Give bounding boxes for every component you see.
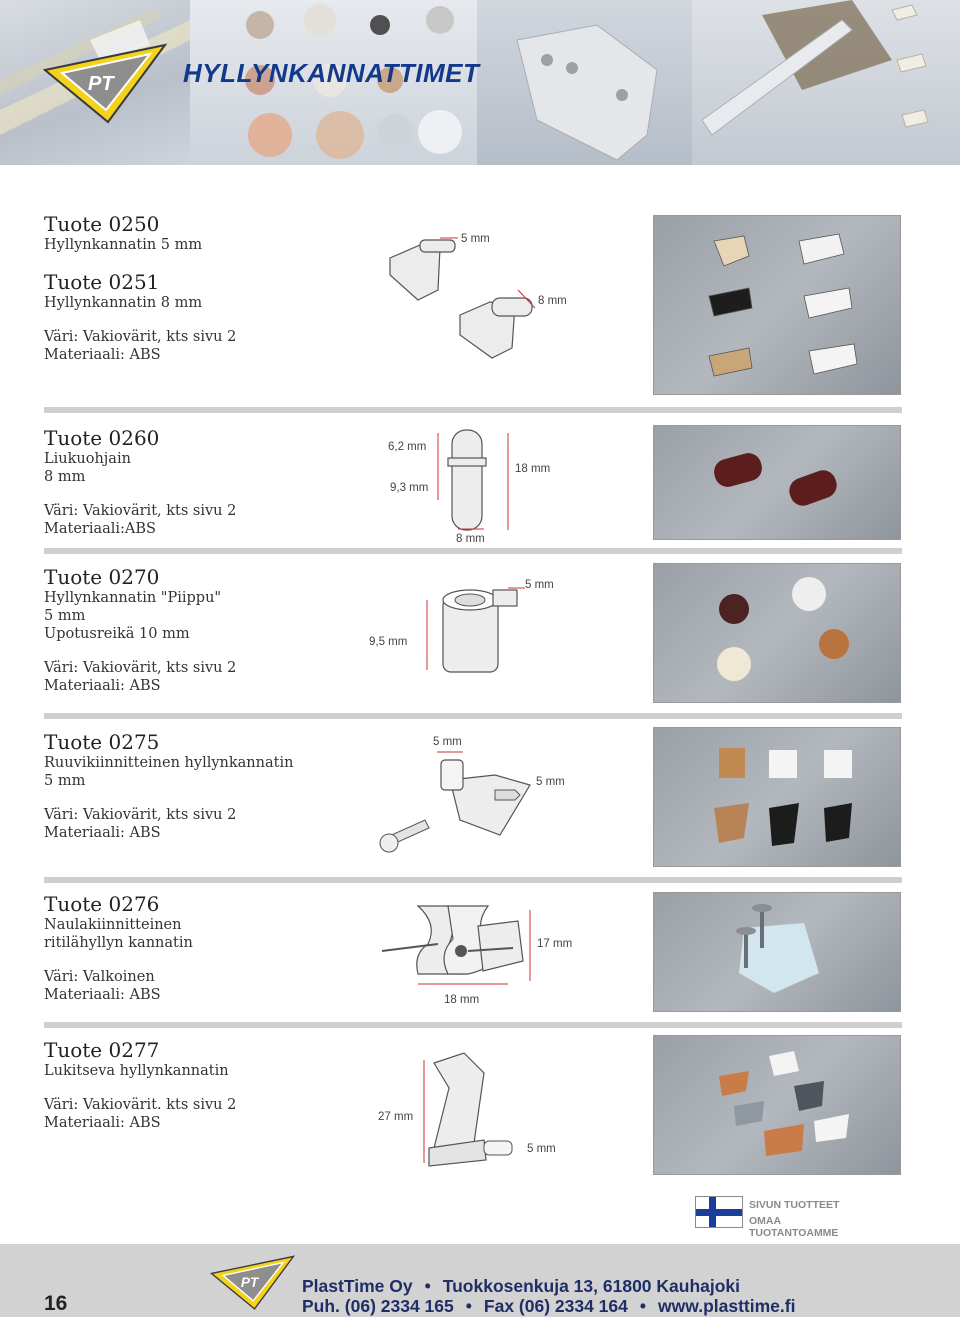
company-address: Tuokkosenkuja 13, 61800 Kauhajoki — [442, 1276, 741, 1296]
origin-line: SIVUN TUOTTEET — [749, 1199, 840, 1211]
product-material: Materiaali: ABS — [44, 347, 161, 363]
dim-label: 9,5 mm — [369, 636, 408, 648]
diagram-0276 — [378, 896, 578, 1008]
diagram-0250-0251 — [380, 220, 580, 360]
page-number: 16 — [44, 1292, 68, 1315]
origin-badge — [695, 1196, 865, 1239]
fax-number: Fax (06) 2334 164 — [483, 1296, 628, 1316]
photo-0276 — [653, 892, 901, 1012]
plasttime-logo — [40, 40, 170, 125]
diagram-0277 — [374, 1048, 574, 1173]
company-name: PlastTime Oy — [302, 1276, 413, 1296]
product-color: Väri: Vakiovärit, kts sivu 2 — [44, 329, 237, 345]
nail-support-image — [654, 893, 901, 1012]
dim-label: 5 mm — [527, 1143, 556, 1155]
diagram-0270 — [365, 572, 565, 682]
product-desc: 8 mm — [44, 469, 86, 485]
svg-text:PT: PT — [240, 1275, 259, 1291]
footer-logo — [205, 1253, 300, 1311]
slide-guides-image — [654, 426, 901, 540]
separator — [44, 548, 902, 554]
product-code: Tuote 0270 — [44, 565, 160, 589]
supports-image — [654, 216, 901, 395]
dim-label: 5 mm — [536, 776, 565, 788]
dim-label: 5 mm — [461, 233, 490, 245]
phone-number: Puh. (06) 2334 165 — [302, 1296, 454, 1316]
bracket-image — [477, 0, 692, 165]
dim-label: 5 mm — [525, 579, 554, 591]
screw-supports-image — [654, 728, 901, 867]
product-material: Materiaali: ABS — [44, 1115, 161, 1131]
dim-label: 17 mm — [537, 938, 573, 950]
product-desc: ritilähyllyn kannatin — [44, 935, 193, 951]
product-color: Väri: Vakiovärit. kts sivu 2 — [44, 1097, 237, 1113]
separator — [44, 1022, 902, 1028]
product-material: Materiaali: ABS — [44, 825, 161, 841]
separator — [44, 877, 902, 883]
dim-label: 5 mm — [433, 736, 462, 748]
product-desc: Naulakiinnitteinen — [44, 917, 182, 933]
product-desc: Liukuohjain — [44, 451, 131, 467]
track-image — [692, 0, 960, 165]
photo-0260 — [653, 425, 901, 540]
dim-label: 18 mm — [515, 463, 551, 475]
product-code: Tuote 0260 — [44, 426, 160, 450]
photo-0250-0251 — [653, 215, 901, 395]
banner-photo-bracket — [477, 0, 692, 165]
product-desc: Hyllynkannatin 8 mm — [44, 295, 203, 311]
product-code: Tuote 0277 — [44, 1038, 160, 1062]
page-title: HYLLYNKANNATTIMET — [183, 58, 480, 88]
product-code: Tuote 0276 — [44, 892, 160, 916]
product-desc: 5 mm — [44, 773, 86, 789]
finnish-flag-icon — [695, 1196, 743, 1228]
product-code: Tuote 0251 — [44, 270, 160, 294]
product-material: Materiaali: ABS — [44, 678, 161, 694]
product-color: Väri: Valkoinen — [44, 969, 155, 985]
separator — [44, 407, 902, 413]
footer-contact-line: Puh. (06) 2334 165 • Fax (06) 2334 164 • www.plasttime.fi — [302, 1296, 796, 1316]
photo-0275 — [653, 727, 901, 867]
photo-0270 — [653, 563, 901, 703]
product-desc: Hyllynkannatin 5 mm — [44, 237, 203, 253]
dim-label: 27 mm — [378, 1111, 414, 1123]
diagram-0260 — [380, 425, 580, 550]
locking-supports-image — [654, 1036, 901, 1175]
diagram-0275 — [375, 730, 580, 860]
product-desc: Upotusreikä 10 mm — [44, 626, 190, 642]
website-link[interactable]: www.plasttime.fi — [658, 1296, 796, 1316]
dim-label: 6,2 mm — [388, 441, 427, 453]
dim-label: 9,3 mm — [390, 482, 429, 494]
banner-photo-track — [692, 0, 960, 165]
svg-text:PT: PT — [88, 73, 114, 95]
separator — [44, 713, 902, 719]
dim-label: 8 mm — [456, 533, 485, 545]
product-desc: Hyllynkannatin "Piippu" — [44, 590, 222, 606]
dim-label: 18 mm — [444, 994, 480, 1006]
product-color: Väri: Vakiovärit, kts sivu 2 — [44, 503, 237, 519]
product-desc: Lukitseva hyllynkannatin — [44, 1063, 229, 1079]
pipe-supports-image — [654, 564, 901, 703]
product-color: Väri: Vakiovärit, kts sivu 2 — [44, 660, 237, 676]
dim-label: 8 mm — [538, 295, 567, 307]
product-color: Väri: Vakiovärit, kts sivu 2 — [44, 807, 237, 823]
product-material: Materiaali:ABS — [44, 521, 156, 537]
origin-line: OMAA TUOTANTOAMME — [749, 1215, 839, 1239]
product-code: Tuote 0275 — [44, 730, 160, 754]
product-desc: 5 mm — [44, 608, 86, 624]
photo-0277 — [653, 1035, 901, 1175]
footer-company-line: PlastTime Oy • Tuokkosenkuja 13, 61800 Kauhajoki — [302, 1276, 741, 1296]
product-code: Tuote 0250 — [44, 212, 160, 236]
product-material: Materiaali: ABS — [44, 987, 161, 1003]
product-desc: Ruuvikiinnitteinen hyllynkannatin — [44, 755, 294, 771]
